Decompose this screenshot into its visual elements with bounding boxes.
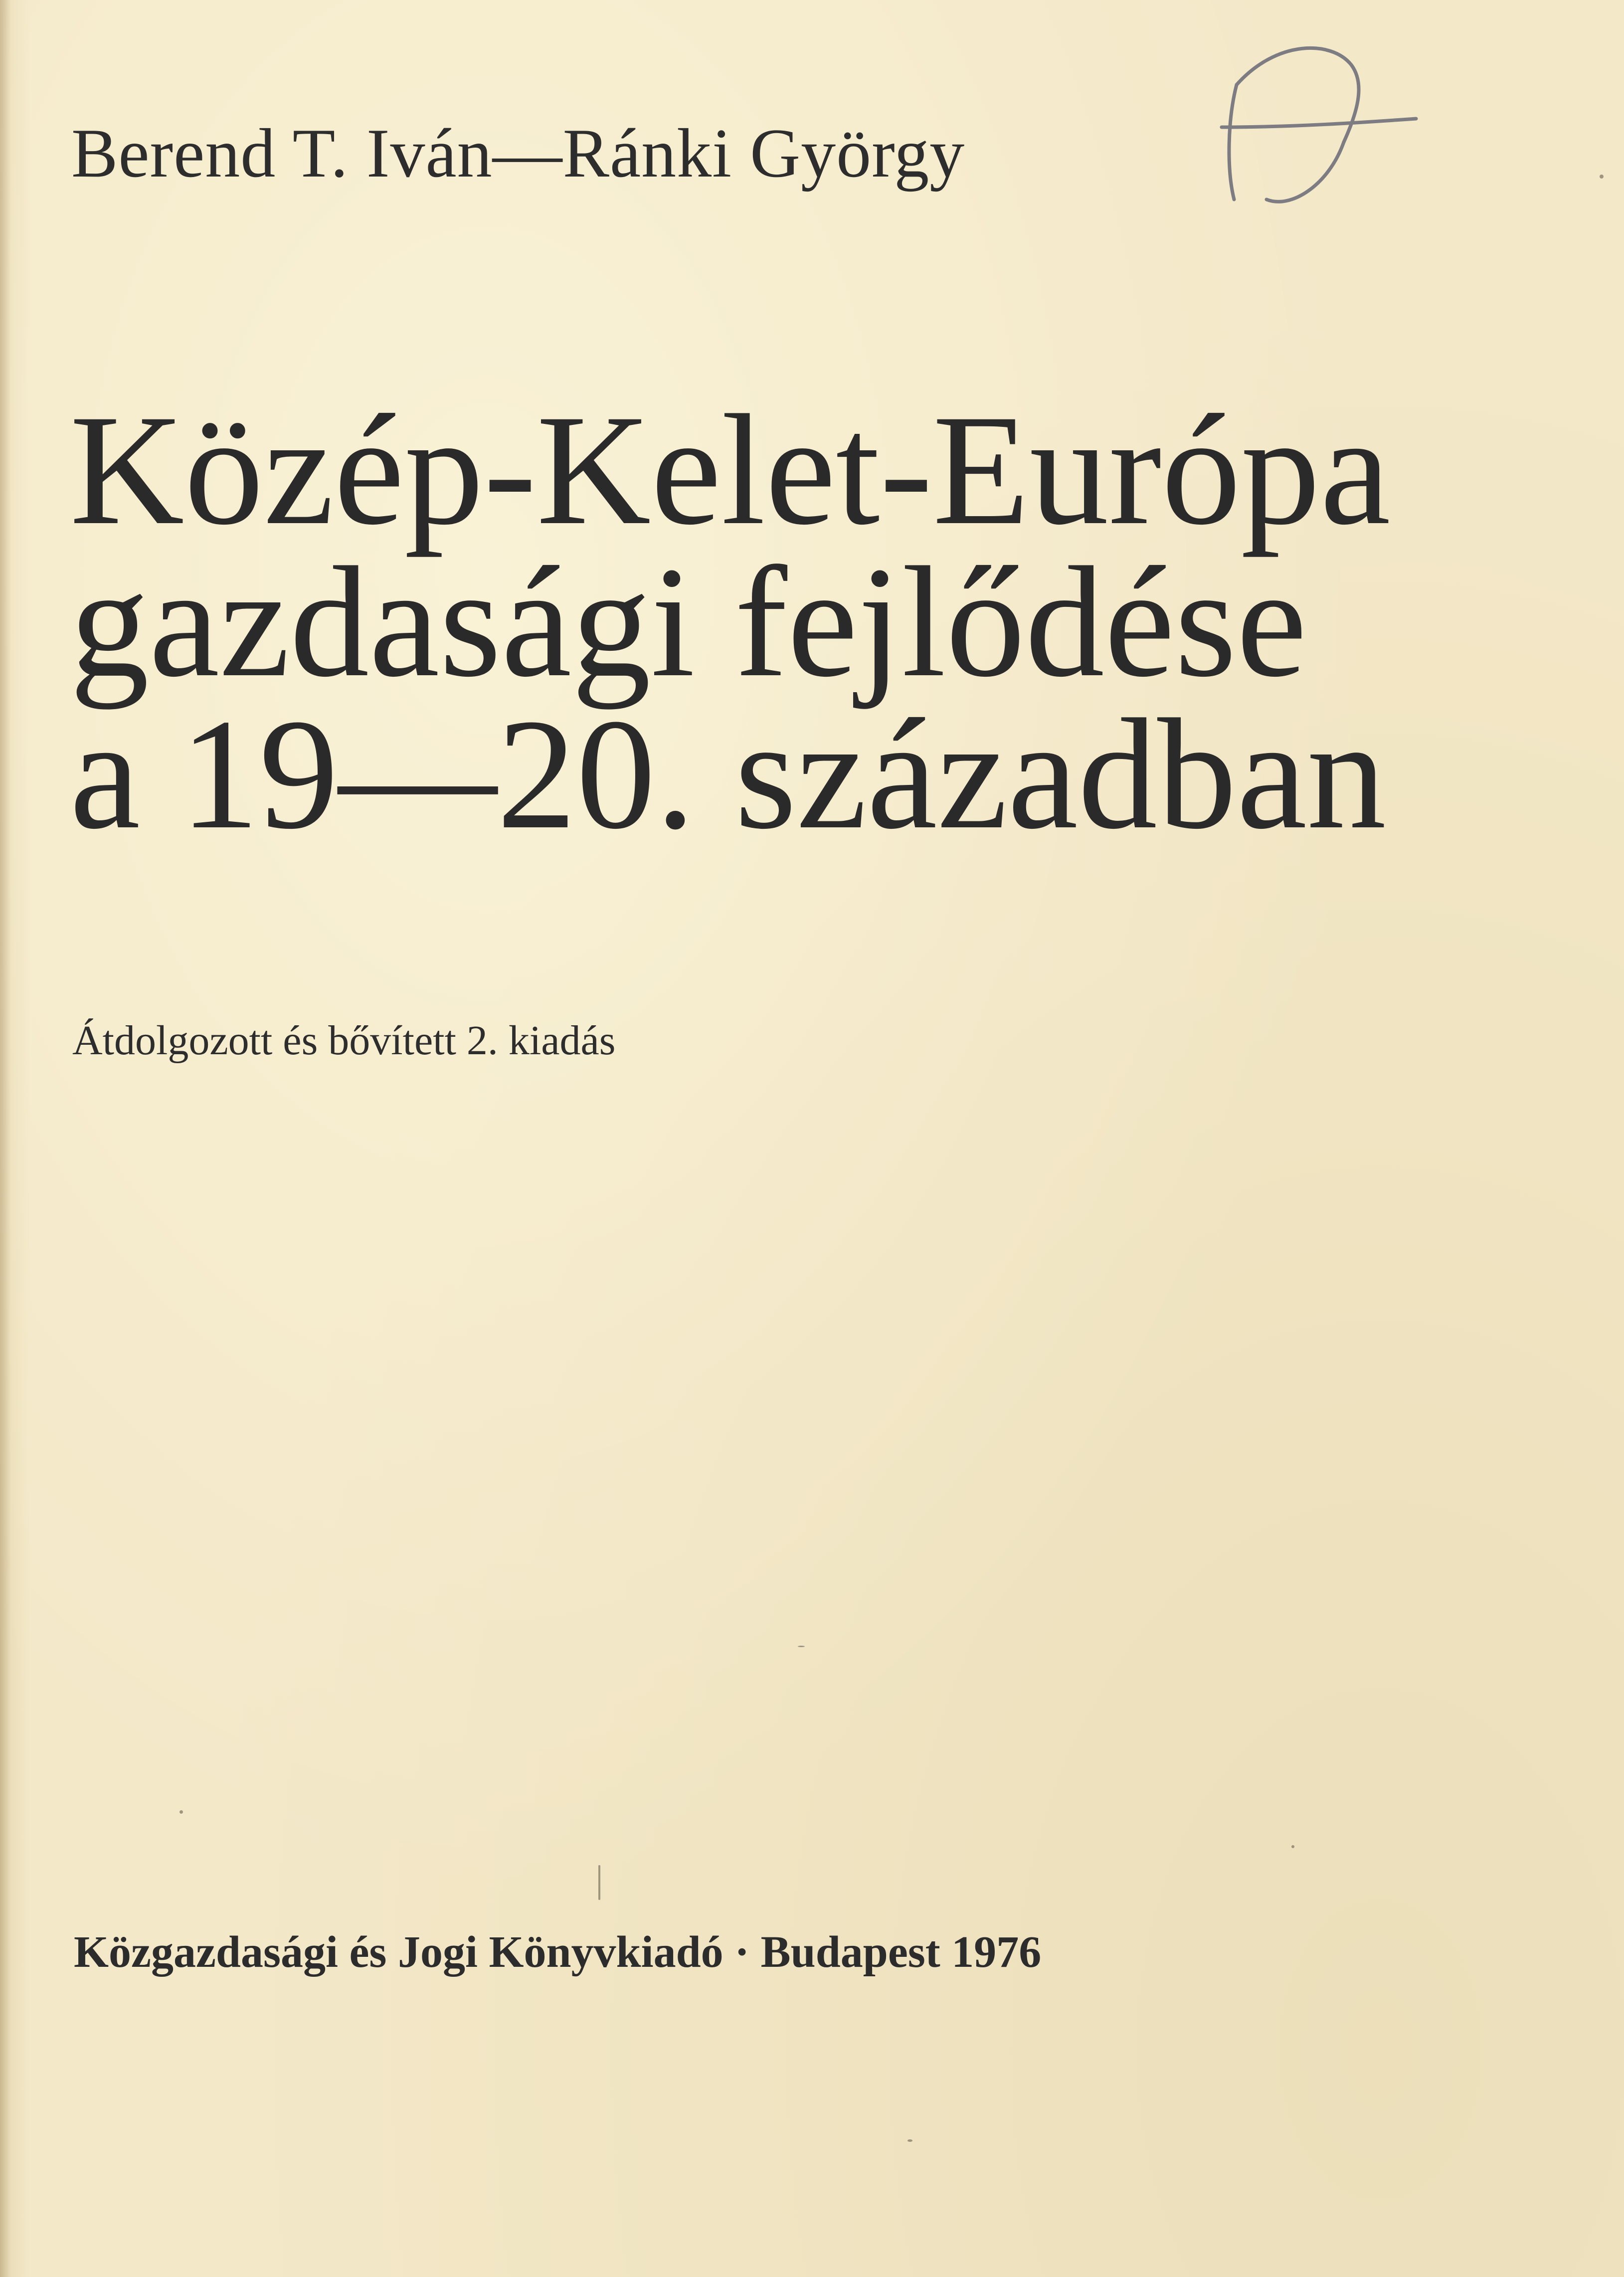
title-line-2: gazdasági fejlődése xyxy=(70,534,1307,710)
page-edge-shadow xyxy=(0,0,11,2277)
paper-speck xyxy=(180,1810,183,1814)
paper-speck xyxy=(598,1865,600,1900)
edition-note: Átdolgozott és bővített 2. kiadás xyxy=(72,1017,616,1064)
paper-speck xyxy=(798,1646,805,1647)
paper-speck xyxy=(907,2139,912,2142)
book-title xyxy=(70,382,1391,862)
publisher-imprint: Közgazdasági és Jogi Könyvkiadó · Budapest 1976 xyxy=(74,1927,1042,1977)
paper-speck xyxy=(1600,175,1604,179)
title-line-1: Közép-Kelet-Európa xyxy=(70,382,1391,558)
title-line-3: a 19—20. században xyxy=(70,686,1387,862)
handwritten-pencil-mark xyxy=(1217,20,1426,229)
paper-speck xyxy=(1291,1845,1294,1848)
authors-line: Berend T. Iván—Ránki György xyxy=(71,115,965,192)
